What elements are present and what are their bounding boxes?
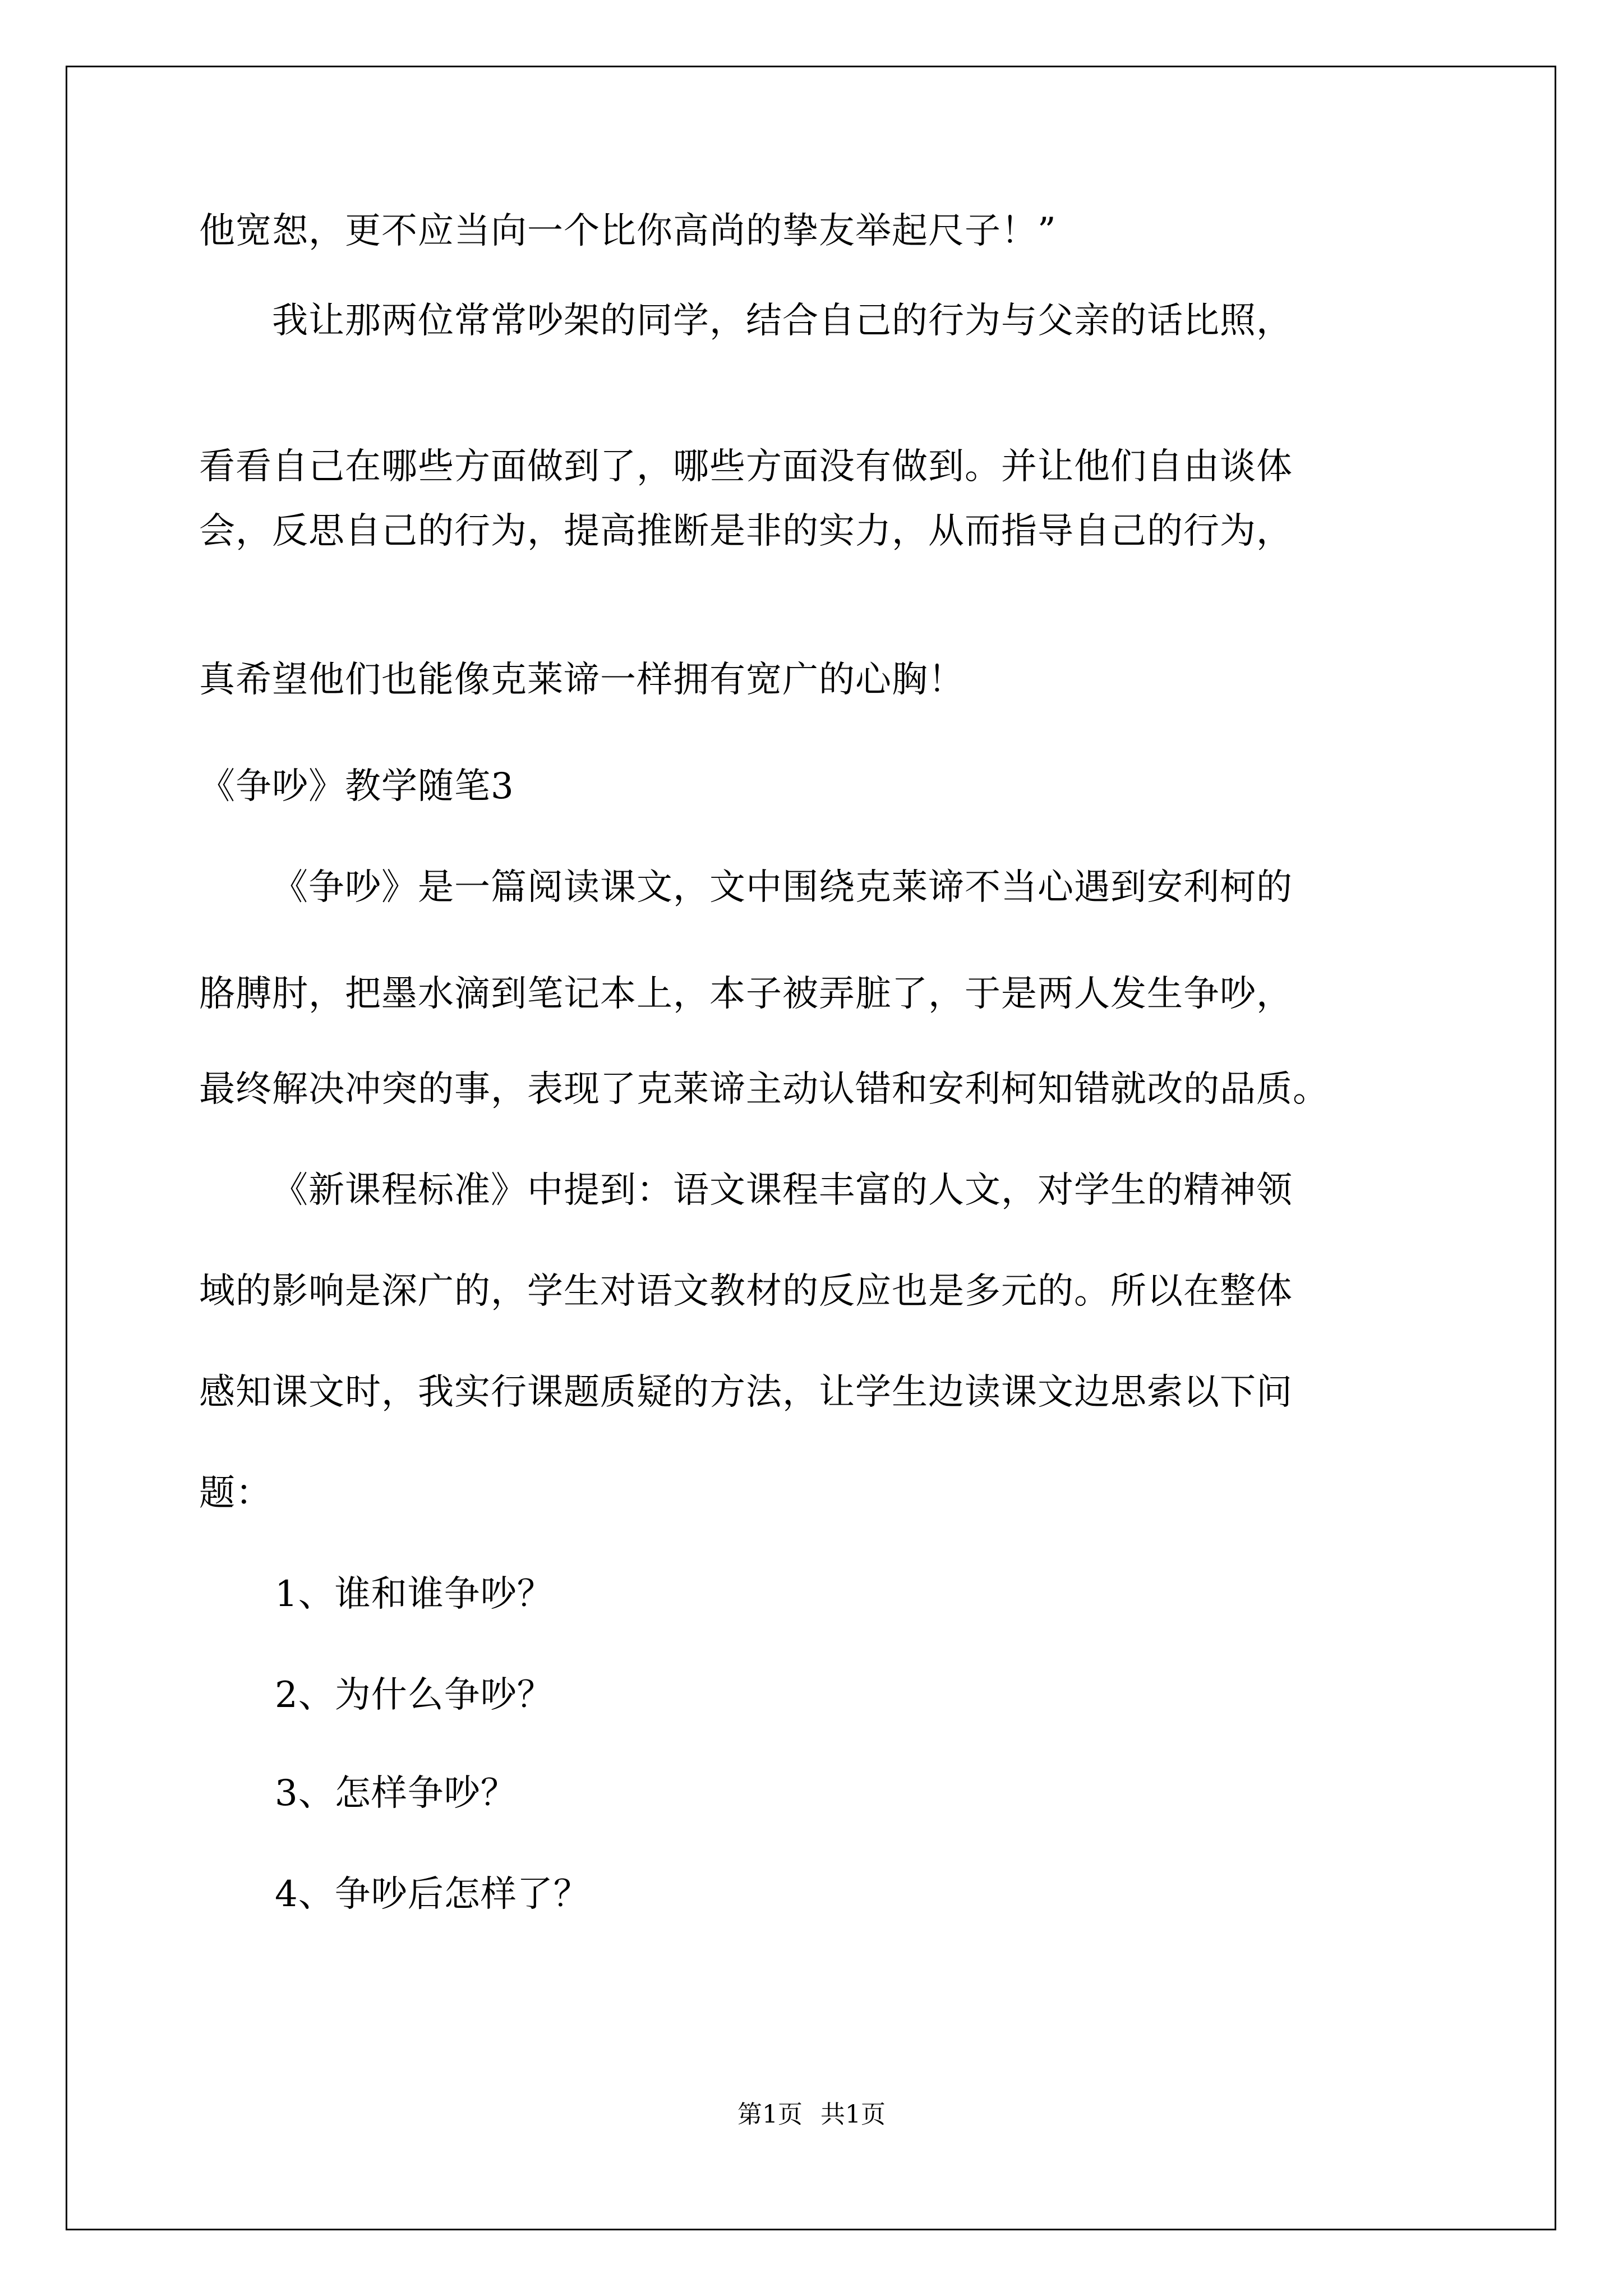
paragraph-line: 域的影响是深广的，学生对语文教材的反应也是多元的。所以在整体 <box>199 1271 1293 1312</box>
paragraph-line: 最终解决冲突的事，表现了克莱谛主动认错和安利柯知错就改的品质。 <box>199 1069 1329 1110</box>
paragraph-line: 真希望他们也能像克莱谛一样拥有宽广的心胸！ <box>199 659 965 701</box>
list-item: 3、怎样争吵？ <box>275 1773 517 1814</box>
section-heading: 《争吵》教学随笔3 <box>199 766 514 807</box>
list-item: 2、为什么争吵？ <box>275 1674 554 1716</box>
paragraph-line: 会，反思自己的行为，提高推断是非的实力，从而指导自己的行为， <box>199 510 1293 552</box>
paragraph-line: 他宽恕，更不应当向一个比你高尚的挚友举起尺子！” <box>199 210 1057 252</box>
paragraph-line: 《争吵》是一篇阅读课文，文中围绕克莱谛不当心遇到安利柯的 <box>272 867 1293 908</box>
paragraph-line: 看看自己在哪些方面做到了，哪些方面没有做到。并让他们自由谈体 <box>199 446 1293 487</box>
list-item: 4、争吵后怎样了？ <box>275 1874 590 1915</box>
paragraph-line: 题： <box>199 1473 272 1514</box>
page-footer: 第1页 共1页 <box>737 2100 886 2129</box>
paragraph-line: 我让那两位常常吵架的同学，结合自己的行为与父亲的话比照， <box>272 300 1293 342</box>
list-item: 1、谁和谁争吵？ <box>275 1573 554 1615</box>
paragraph-line: 《新课程标准》中提到：语文课程丰富的人文，对学生的精神领 <box>272 1170 1293 1211</box>
paragraph-line: 感知课文时，我实行课题质疑的方法，让学生边读课文边思索以下问 <box>199 1372 1293 1413</box>
paragraph-line: 胳膊肘，把墨水滴到笔记本上，本子被弄脏了，于是两人发生争吵， <box>199 973 1293 1015</box>
